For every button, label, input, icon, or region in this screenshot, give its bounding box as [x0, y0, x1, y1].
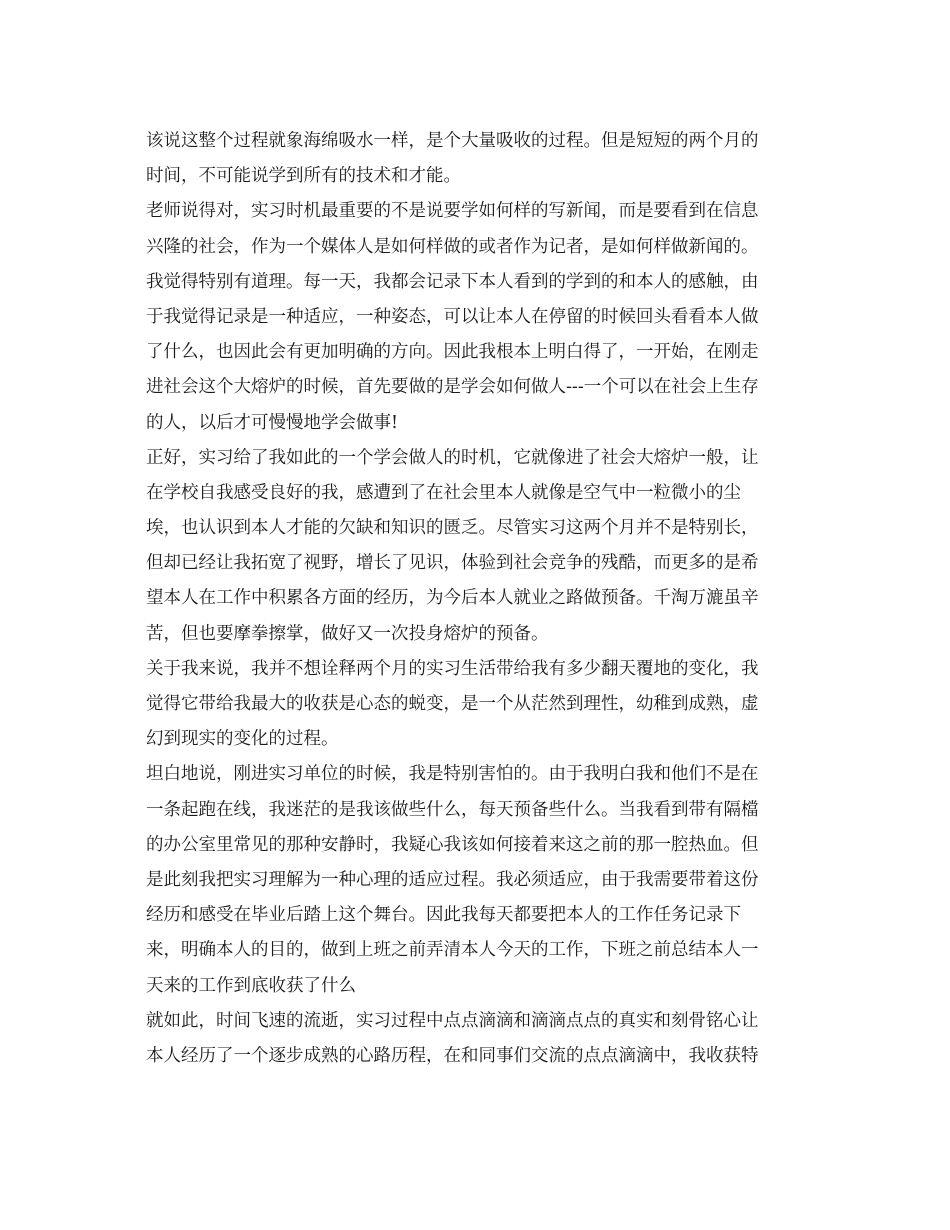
text-line-4: 兴隆的社会，作为一个媒体人是如何样做的或者作为记者，是如何样做新闻的。 [146, 236, 759, 257]
text-line-20: 一条起跑在线，我迷茫的是我该做些什么，每天预备些什么。当我看到带有隔檔 [146, 799, 759, 820]
text-line-16: 关于我来说，我并不想诠释两个月的实习生活带给我有多少翻天覆地的变化，我 [146, 658, 759, 679]
text-line-19: 坦白地说，刚进实习单位的时候，我是特别害怕的。由于我明白我和他们不是在 [146, 764, 759, 785]
text-line-13: 但却已经让我拓宽了视野，增长了见识，体验到社会竞争的残酷，而更多的是希 [146, 553, 759, 574]
text-line-11: 在学校自我感受良好的我，感遭到了在社会里本人就像是空气中一粒微小的尘 [146, 482, 741, 503]
text-line-27: 本人经历了一个逐步成熟的心路历程，在和同事们交流的点点滴滴中，我收获特 [146, 1045, 759, 1066]
text-line-9: 的人，以后才可慢慢地学会做事! [146, 412, 399, 433]
document-body [146, 124, 816, 1074]
text-line-21: 的办公室里常见的那种安静时，我疑心我该如何接着来这之前的那一腔热血。但 [146, 834, 759, 855]
text-line-10: 正好，实习给了我如此的一个学会做人的时机，它就像进了社会大熔炉一般，让 [146, 447, 759, 468]
text-line-18: 幻到现实的变化的过程。 [146, 729, 339, 750]
text-line-12: 埃，也认识到本人才能的欠缺和知识的匮乏。尽管实习这两个月并不是特别长， [146, 518, 759, 539]
text-line-23: 经历和感受在毕业后踏上这个舞台。因此我每天都要把本人的工作任务记录下 [146, 905, 741, 926]
text-line-3: 老师说得对，实习时机最重要的不是说要学如何样的写新闻，而是要看到在信息 [146, 201, 759, 222]
text-line-2: 时间，不可能说学到所有的技术和才能。 [146, 166, 461, 187]
text-line-8: 进社会这个大熔炉的时候，首先要做的是学会如何做人---一个可以在社会上生存 [146, 377, 759, 398]
text-line-22: 是此刻我把实习理解为一种心理的适应过程。我必须适应，由于我需要带着这份 [146, 869, 759, 890]
text-line-1: 该说这整个过程就象海绵吸水一样，是个大量吸收的过程。但是短短的两个月的 [146, 131, 759, 151]
text-line-24: 来，明确本人的目的，做到上班之前弄清本人今天的工作，下班之前总结本人一 [146, 940, 759, 961]
text-line-25: 天来的工作到底收获了什么 [146, 975, 356, 996]
text-line-26: 就如此，时间飞速的流逝，实习过程中点点滴滴和滴滴点点的真实和刻骨铭心让 [146, 1010, 759, 1031]
text-line-17: 觉得它带给我最大的收获是心态的蜕变，是一个从茫然到理性，幼稚到成熟，虚 [146, 694, 759, 714]
text-line-5: 我觉得特别有道理。每一天，我都会记录下本人看到的学到的和本人的感触，由 [146, 271, 759, 292]
text-line-6: 于我觉得记录是一种适应，一种姿态，可以让本人在停留的时候回头看看本人做 [146, 306, 759, 327]
text-line-14: 望本人在工作中积累各方面的经历，为今后本人就业之路做预备。千淘万漉虽辛 [146, 588, 759, 609]
text-line-15: 苦，但也要摩拳擦掌，做好又一次投身熔炉的预备。 [146, 623, 549, 644]
text-line-7: 了什么，也因此会有更加明确的方向。因此我根本上明白得了，一开始，在刚走 [146, 342, 759, 363]
